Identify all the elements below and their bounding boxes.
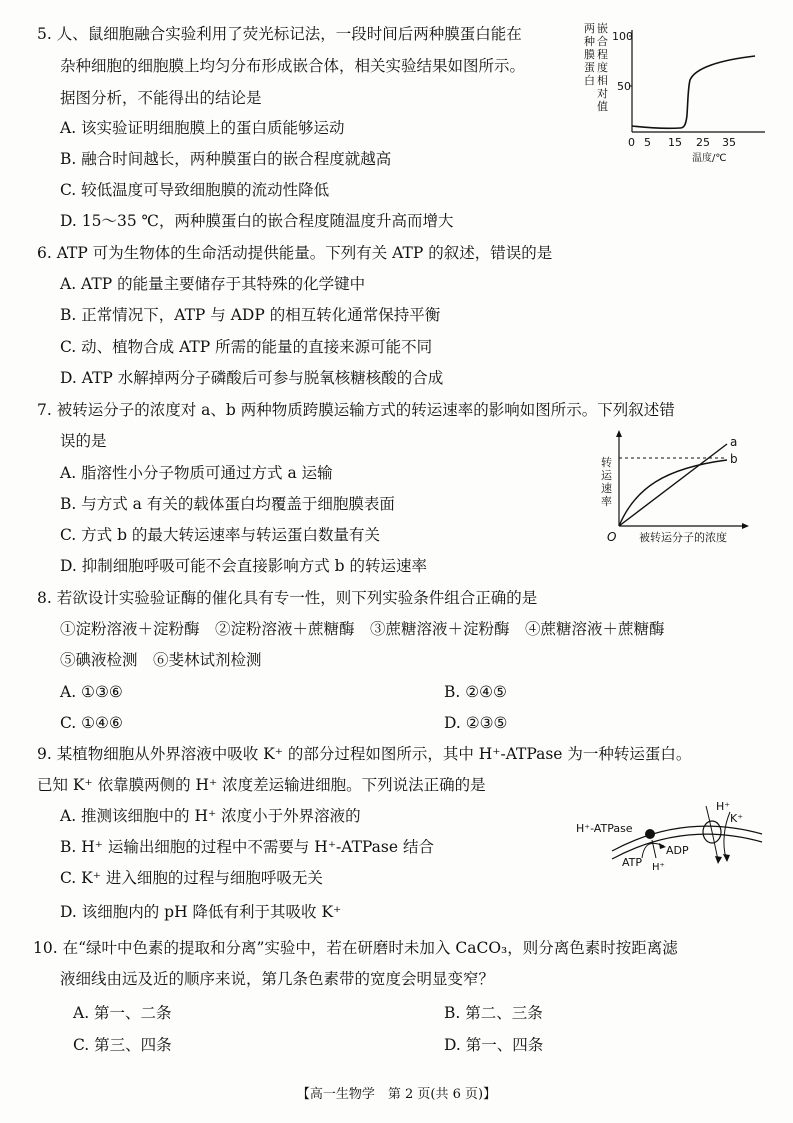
q5-xtick: 0 [628,136,635,149]
q9-h-arrowhead [715,856,722,864]
q7-x-arrow [742,523,749,529]
page-footer: 【高一生物学 第 2 页(共 6 页)】 [296,1087,497,1102]
q5-ytick-100: 100 [612,30,633,43]
q8-conditions-line2: ⑤碘液检测 ⑥斐林试剂检测 [60,651,262,669]
q7-label-b: b [730,452,738,466]
q10-stem-line2: 液细线由远及近的顺序来说，第几条色素带的宽度会明显变窄？ [60,970,495,988]
q6-stem: 6. ATP 可为生物体的生命活动提供能量。下列有关 ATP 的叙述，错误的是 [37,244,553,262]
q9-atp-label: ATP [622,856,643,869]
q8-stem: 8. 若欲设计实验验证酶的催化具有专一性，则下列实验条件组合正确的是 [37,589,538,607]
q5-ylabel-char: 度 [597,61,608,74]
q5-stem-line2: 杂种细胞的细胞膜上均匀分布形成嵌合体，相关实验结果如图所示。 [60,57,526,75]
q6-option-c: C. 动、植物合成 ATP 所需的能量的直接来源可能不同 [60,338,433,356]
q5-ylabel-char: 合 [597,35,608,48]
q10-stem-line1: 10. 在“绿叶中色素的提取和分离”实验中，若在研磨时未加入 CaCO₃，则分离色素时按距离滤 [33,939,678,957]
q7-stem-line2: 误的是 [60,432,107,450]
q9-option-b: B. H⁺ 运输出细胞的过程中不需要与 H⁺-ATPase 结合 [60,838,434,856]
q7-line-a [619,444,727,526]
q7-ylabel-char: 运 [601,469,612,482]
q7-y-arrow [616,430,622,437]
q5-option-d: D. 15～35 ℃，两种膜蛋白的嵌合程度随温度升高而增大 [60,212,454,230]
q9-option-a: A. 推测该细胞中的 H⁺ 浓度小于外界溶液的 [60,807,361,825]
q7-xlabel: 被转运分子的浓度 [639,531,727,544]
q9-diagram [572,796,782,885]
q7-option-d: D. 抑制细胞呼吸可能不会直接影响方式 b 的转运速率 [60,557,428,575]
q5-ylabel-char: 蛋 [584,61,595,74]
q5-ylabel-char: 白 [584,74,595,87]
q9-adp-label: ADP [666,844,689,857]
q9-option-c: C. K⁺ 进入细胞的过程与细胞呼吸无关 [60,869,323,887]
q7-stem-line1: 7. 被转运分子的浓度对 a、b 两种物质跨膜运输方式的转运速率的影响如图所示。下列叙述错 [37,401,675,419]
q7-origin: O [607,530,617,544]
q9-h-out-arrow [652,840,656,858]
q6-option-b: B. 正常情况下，ATP 与 ADP 的相互转化通常保持平衡 [60,306,441,324]
q5-ylabel-char: 对 [597,87,608,100]
q9-atp-arrowhead [659,843,666,849]
q7-option-b: B. 与方式 a 有关的载体蛋白均覆盖于细胞膜表面 [60,495,395,513]
q9-pump-label: H⁺-ATPase [576,822,633,835]
q7-option-a: A. 脂溶性小分子物质可通过方式 a 运输 [60,464,333,482]
q6-option-a: A. ATP 的能量主要储存于其特殊的化学键中 [60,275,366,293]
q9-h-outside: H⁺ [716,800,731,813]
q5-ylabel-char: 两 [584,22,595,35]
q9-h-in-path [706,806,718,860]
q7-label-a: a [730,435,738,449]
q8-conditions-line1: ①淀粉溶液＋淀粉酶 ②淀粉溶液＋蔗糖酶 ③蔗糖溶液＋淀粉酶 ④蔗糖溶液＋蔗糖酶 [60,620,665,638]
q7-curve-b [619,460,727,526]
q9-stem-line1: 9. 某植物细胞从外界溶液中吸收 K⁺ 的部分过程如图所示，其中 H⁺-ATPase 为一种转运蛋白。 [37,745,692,763]
q9-pump-dot [645,829,655,839]
q9-k-arrowhead [723,854,730,862]
q5-xtick: 15 [668,136,682,149]
q5-xtick: 35 [722,136,736,149]
q7-chart [595,428,755,552]
q5-stem-line3: 据图分析，不能得出的结论是 [60,89,262,107]
q5-ylabel-char: 相 [597,74,608,87]
q7-ylabel-char: 速 [601,482,612,495]
q10-option-a: A. 第一、二条 [73,1004,172,1022]
q5-xlabel: 温度/℃ [692,153,727,164]
q5-xtick: 5 [644,136,651,149]
q5-ylabel-char: 嵌 [597,22,608,35]
q5-chart [580,20,780,179]
q9-h-inside: H⁺ [652,862,665,873]
q5-option-c: C. 较低温度可导致细胞膜的流动性降低 [60,181,330,199]
q5-option-a: A. 该实验证明细胞膜上的蛋白质能够运动 [60,119,345,137]
q8-option-b: B. ②④⑤ [444,683,507,701]
q5-ylabel-char: 种 [584,35,595,48]
q7-ylabel-char: 转 [601,456,612,469]
q5-option-b: B. 融合时间越长，两种膜蛋白的嵌合程度就越高 [60,150,392,168]
q9-k-outside: K⁺ [730,812,744,825]
q5-xtick: 25 [696,136,710,149]
q5-ylabel-char: 膜 [584,48,595,61]
q9-stem-line2: 已知 K⁺ 依靠膜两侧的 H⁺ 浓度差运输进细胞。下列说法正确的是 [37,776,486,794]
q8-option-a: A. ①③⑥ [60,683,123,701]
q5-ylabel-char: 程 [597,48,608,61]
q8-option-c: C. ①④⑥ [60,714,123,732]
q7-ylabel-char: 率 [601,495,612,508]
q9-option-d: D. 该细胞内的 pH 降低有利于其吸收 K⁺ [60,903,342,921]
q10-option-b: B. 第二、三条 [444,1004,543,1022]
q10-option-d: D. 第一、四条 [444,1036,544,1054]
q8-option-d: D. ②③⑤ [444,714,508,732]
q6-option-d: D. ATP 水解掉两分子磷酸后可参与脱氧核糖核酸的合成 [60,369,444,387]
q7-option-c: C. 方式 b 的最大转运速率与转运蛋白数量有关 [60,526,380,544]
q10-option-c: C. 第三、四条 [73,1036,172,1054]
q5-ytick-50: 50 [617,80,631,93]
q5-ylabel-char: 值 [597,100,608,113]
q5-curve [632,56,755,128]
q5-stem-line1: 5. 人、鼠细胞融合实验利用了荧光标记法，一段时间后两种膜蛋白能在 [37,25,522,43]
